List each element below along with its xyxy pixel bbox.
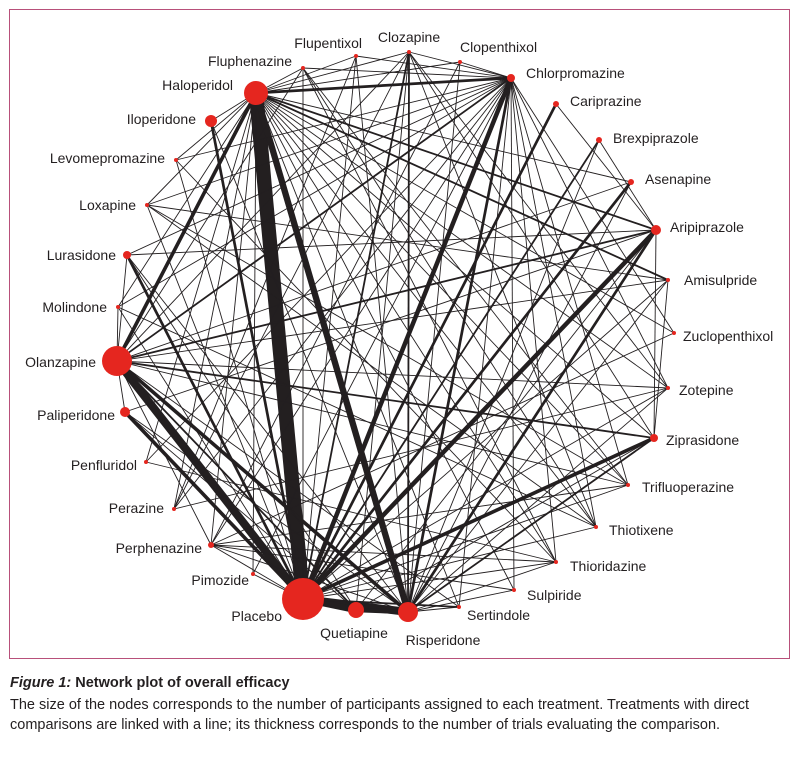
- node-label-placebo: Placebo: [231, 608, 282, 624]
- edge-haloperidol-ziprasidone: [256, 93, 654, 438]
- node-label-thioridazine: Thioridazine: [570, 558, 647, 574]
- edge-olanzapine-zotepine: [117, 361, 668, 388]
- node-levomepromazine: [174, 158, 178, 162]
- node-label-sulpiride: Sulpiride: [527, 587, 582, 603]
- node-clopenthixol: [458, 60, 462, 64]
- node-label-molindone: Molindone: [42, 299, 107, 315]
- node-label-cariprazine: Cariprazine: [570, 93, 642, 109]
- node-perphenazine: [208, 542, 214, 548]
- node-molindone: [116, 305, 120, 309]
- node-aripiprazole: [651, 225, 661, 235]
- caption-heading: Network plot of overall efficacy: [75, 675, 290, 691]
- edge-aripiprazole-cariprazine: [556, 104, 656, 230]
- node-label-amisulpride: Amisulpride: [684, 272, 758, 288]
- node-lurasidone: [123, 251, 131, 259]
- node-label-aripiprazole: Aripiprazole: [670, 219, 744, 235]
- node-label-ziprasidone: Ziprasidone: [666, 432, 740, 448]
- node-label-flupentixol: Flupentixol: [294, 35, 362, 51]
- node-olanzapine: [102, 346, 132, 376]
- node-label-zuclopenthixol: Zuclopenthixol: [683, 328, 774, 344]
- node-clozapine: [407, 50, 411, 54]
- edge-olanzapine-aripiprazole: [117, 230, 656, 361]
- node-label-chlorpromazine: Chlorpromazine: [526, 65, 625, 81]
- node-label-loxapine: Loxapine: [79, 197, 136, 213]
- node-risperidone: [398, 602, 418, 622]
- node-label-lurasidone: Lurasidone: [46, 247, 116, 263]
- edge-haloperidol-chlorpromazine: [256, 78, 511, 93]
- node-loxapine: [145, 203, 149, 207]
- node-label-perphenazine: Perphenazine: [115, 540, 202, 556]
- edge-amisulpride-ziprasidone: [654, 280, 668, 438]
- node-label-zotepine: Zotepine: [679, 382, 734, 398]
- node-ziprasidone: [650, 434, 658, 442]
- node-brexpiprazole: [596, 137, 602, 143]
- node-quetiapine: [348, 602, 364, 618]
- caption-label: Figure 1:: [10, 675, 72, 691]
- node-asenapine: [628, 179, 634, 185]
- edge-risperidone-olanzapine: [117, 361, 408, 612]
- node-thioridazine: [554, 560, 558, 564]
- edge-amisulpride-loxapine: [147, 205, 668, 280]
- node-label-clopenthixol: Clopenthixol: [460, 39, 538, 55]
- node-label-thiotixene: Thiotixene: [609, 522, 674, 538]
- node-paliperidone: [120, 407, 130, 417]
- edge-placebo-iloperidone: [211, 121, 303, 599]
- node-zuclopenthixol: [672, 331, 676, 335]
- node-trifluoperazine: [626, 483, 630, 487]
- node-label-risperidone: Risperidone: [405, 632, 481, 648]
- edge-placebo-flupentixol: [303, 56, 356, 599]
- edge-haloperidol-zotepine: [256, 93, 668, 388]
- node-label-pimozide: Pimozide: [191, 572, 249, 588]
- edge-layer: [117, 52, 674, 612]
- node-amisulpride: [666, 278, 670, 282]
- node-label-trifluoperazine: Trifluoperazine: [642, 479, 735, 495]
- node-iloperidone: [205, 115, 217, 127]
- figure-caption: [10, 673, 790, 735]
- edge-haloperidol-thiotixene: [256, 93, 596, 527]
- node-sulpiride: [512, 588, 516, 592]
- node-pimozide: [251, 572, 255, 576]
- node-label-levomepromazine: Levomepromazine: [49, 150, 165, 166]
- node-zotepine: [666, 386, 670, 390]
- node-label-quetiapine: Quetiapine: [320, 625, 388, 641]
- node-label-asenapine: Asenapine: [645, 171, 712, 187]
- node-label-iloperidone: Iloperidone: [126, 111, 196, 127]
- node-label-clozapine: Clozapine: [377, 29, 441, 45]
- node-chlorpromazine: [507, 74, 515, 82]
- node-label-olanzapine: Olanzapine: [25, 354, 96, 370]
- caption-title-line: [10, 673, 790, 693]
- edge-aripiprazole-ziprasidone: [654, 230, 656, 438]
- node-haloperidol: [244, 81, 268, 105]
- node-label-perazine: Perazine: [108, 500, 164, 516]
- edge-quetiapine-aripiprazole: [356, 230, 656, 610]
- node-sertindole: [457, 605, 461, 609]
- node-perazine: [172, 507, 176, 511]
- edge-olanzapine-haloperidol: [117, 93, 256, 361]
- node-label-penfluridol: Penfluridol: [70, 457, 137, 473]
- node-flupentixol: [354, 54, 358, 58]
- node-thiotixene: [594, 525, 598, 529]
- node-label-sertindole: Sertindole: [467, 607, 531, 623]
- node-label-brexpiprazole: Brexpiprazole: [613, 130, 699, 146]
- node-fluphenazine: [301, 66, 305, 70]
- node-label-fluphenazine: Fluphenazine: [207, 53, 292, 69]
- node-label-haloperidol: Haloperidol: [162, 77, 233, 93]
- node-cariprazine: [553, 101, 559, 107]
- node-penfluridol: [144, 460, 148, 464]
- edge-placebo-olanzapine: [117, 361, 303, 599]
- edge-haloperidol-penfluridol: [146, 93, 256, 462]
- node-label-paliperidone: Paliperidone: [37, 407, 115, 423]
- caption-body: The size of the nodes corresponds to the number of participants assigned to each treatment. Treatments with direct comparisons are linked with a line; its thickness corresponds to the number of trials evaluating the comparison.: [10, 697, 750, 733]
- node-placebo: [282, 578, 324, 620]
- edge-placebo-cariprazine: [303, 104, 556, 599]
